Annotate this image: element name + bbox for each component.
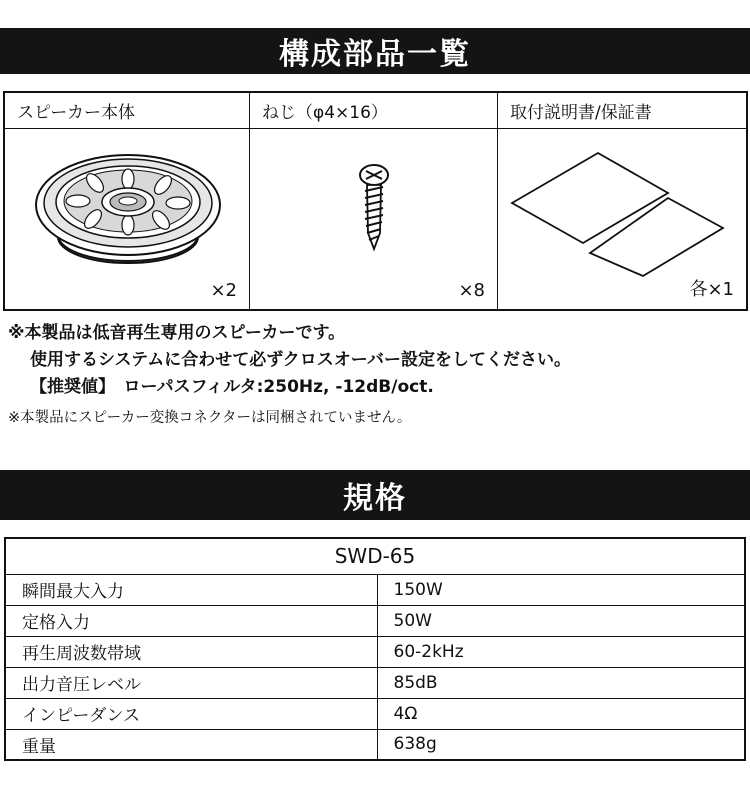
part-manual-warranty	[498, 93, 746, 309]
table-row	[5, 574, 745, 605]
spec-value: 638g	[377, 729, 745, 760]
note-recommended: 【推奨値】 ローパスフィルタ:250Hz, -12dB/oct.	[30, 377, 434, 397]
parts-section-title: 構成部品一覧	[0, 28, 750, 74]
part-quantity: ×2	[210, 280, 237, 301]
spec-value: 4Ω	[377, 698, 745, 729]
parts-list	[3, 91, 748, 311]
spec-value: 85dB	[377, 667, 745, 698]
spec-label: 出力音圧レベル	[5, 667, 377, 698]
spec-value: 50W	[377, 605, 745, 636]
part-name: スピーカー本体	[5, 93, 249, 129]
part-quantity: 各×1	[689, 279, 734, 300]
part-quantity: ×8	[458, 280, 485, 301]
notes	[8, 320, 743, 429]
part-screw	[250, 93, 498, 309]
spec-table	[4, 537, 746, 761]
spec-label: インピーダンス	[5, 698, 377, 729]
note-connector: ※本製品にスピーカー変換コネクターは同梱されていません。	[8, 410, 412, 426]
note-crossover: 使用するシステムに合わせて必ずクロスオーバー設定をしてください。	[30, 350, 571, 370]
part-name: ねじ（φ4×16）	[250, 93, 497, 129]
manual-sheets-icon	[508, 148, 733, 278]
screw-icon	[354, 163, 394, 253]
spec-label: 重量	[5, 729, 377, 760]
table-row	[5, 729, 745, 760]
spec-value: 150W	[377, 574, 745, 605]
part-name: 取付説明書/保証書	[498, 93, 746, 129]
table-row	[5, 605, 745, 636]
spec-section-title: 規格	[0, 470, 750, 520]
part-speaker	[5, 93, 250, 309]
spec-label: 瞬間最大入力	[5, 574, 377, 605]
table-row	[5, 667, 745, 698]
table-row	[5, 698, 745, 729]
table-row	[5, 636, 745, 667]
spec-label: 再生周波数帯域	[5, 636, 377, 667]
spec-model: SWD-65	[5, 538, 745, 574]
spec-model-row	[5, 538, 745, 574]
spec-label: 定格入力	[5, 605, 377, 636]
speaker-icon	[33, 145, 223, 275]
spec-value: 60-2kHz	[377, 636, 745, 667]
note-low-freq: ※本製品は低音再生専用のスピーカーです。	[8, 323, 346, 343]
